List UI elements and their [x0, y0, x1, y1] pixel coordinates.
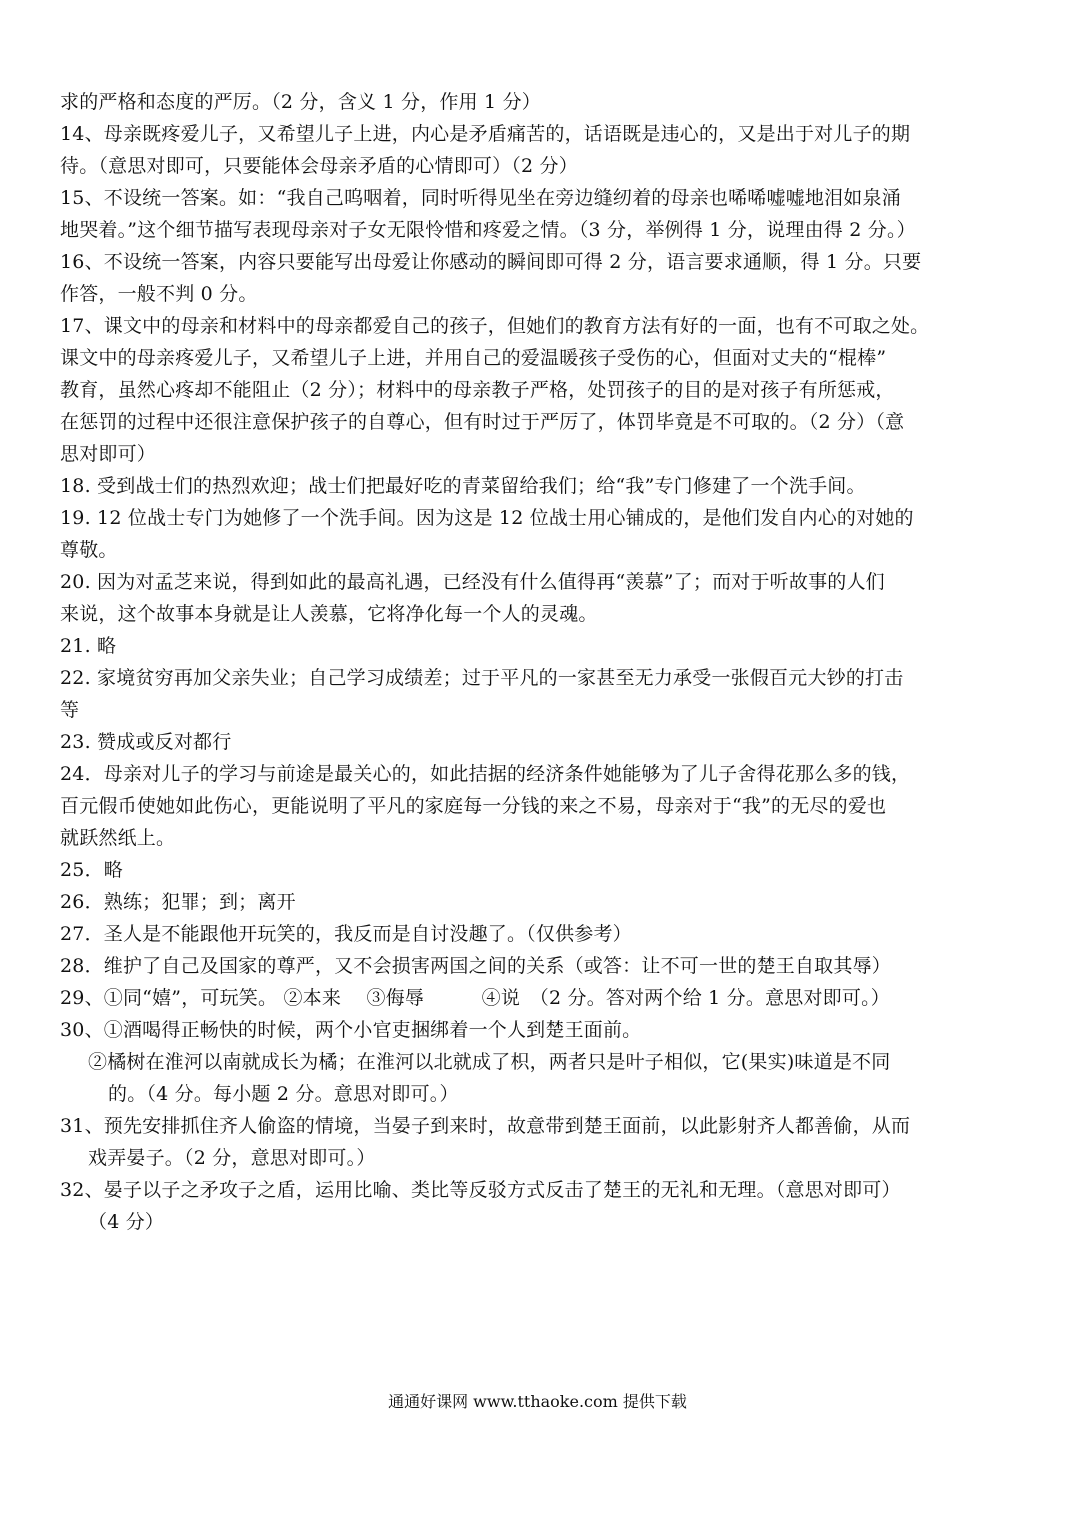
answer-line: 25．略 [60, 859, 123, 881]
answer-line: 19. 12 位战士专门为她修了一个洗手间。因为这是 12 位战士用心铺成的，是他们发自内心的对她的 [60, 507, 914, 529]
answer-line: 的。（4 分。每小题 2 分。意思对即可。） [108, 1083, 459, 1105]
answer-line: 15、不设统一答案。如：“我自己呜咽着，同时听得见坐在旁边缝纫着的母亲也唏唏嘘嘘地泪如泉涌 [60, 187, 901, 209]
answer-line: 尊敬。 [60, 539, 118, 561]
answer-line: 28．维护了自己及国家的尊严，又不会损害两国之间的关系（或答：让不可一世的楚王自取其辱） [60, 955, 891, 977]
answer-line: 23. 赞成或反对都行 [60, 731, 232, 753]
answer-line: ②橘树在淮河以南就成长为橘；在淮河以北就成了枳，两者只是叶子相似，它(果实)味道是不同 [88, 1051, 891, 1073]
answer-line: 21. 略 [60, 635, 117, 657]
answer-line: 31、预先安排抓住齐人偷盗的情境，当晏子到来时，故意带到楚王面前，以此影射齐人都善偷，从而 [60, 1115, 911, 1137]
answer-line: 在惩罚的过程中还很注意保护孩子的自尊心，但有时过于严厉了，体罚毕竟是不可取的。（2 分）（意 [60, 411, 905, 433]
answer-line: 27．圣人是不能跟他开玩笑的，我反而是自讨没趣了。（仅供参考） [60, 923, 632, 945]
answer-line: 24．母亲对儿子的学习与前途是最关心的，如此拮据的经济条件她能够为了儿子舍得花那么多的钱， [60, 763, 911, 785]
answer-line: 22. 家境贫穷再加父亲失业；自己学习成绩差；过于平凡的一家甚至无力承受一张假百元大钞的打击 [60, 667, 904, 689]
answer-line: 就跃然纸上。 [60, 827, 176, 849]
answer-line: 29、①同“嬉”，可玩笑。 ②本来 ③侮辱 ④说 （2 分。答对两个给 1 分。意思对即可。） [60, 987, 890, 1009]
answer-line: 百元假币使她如此伤心，更能说明了平凡的家庭每一分钱的来之不易，母亲对于“我”的无尽的爱也 [60, 795, 887, 817]
answer-line: 地哭着。”这个细节描写表现母亲对子女无限怜惜和疼爱之情。（3 分，举例得 1 分，说理由得 2 分。） [60, 219, 916, 241]
answer-line: 等 [60, 699, 80, 721]
answer-line: 思对即可） [60, 443, 157, 465]
answer-line: 待。（意思对即可，只要能体会母亲矛盾的心情即可）（2 分） [60, 155, 578, 177]
answer-key-body [60, 86, 1020, 1238]
answer-line: 30、①酒喝得正畅快的时候，两个小官吏捆绑着一个人到楚王面前。 [60, 1019, 642, 1041]
answer-line: 16、不设统一答案，内容只要能写出母爱让你感动的瞬间即可得 2 分，语言要求通顺，得 1 分。只要 [60, 251, 922, 273]
answer-line: 14、母亲既疼爱儿子，又希望儿子上进，内心是矛盾痛苦的，话语既是违心的，又是出于对儿子的期 [60, 123, 911, 145]
answer-line: （4 分） [88, 1211, 165, 1233]
answer-line: 17、课文中的母亲和材料中的母亲都爱自己的孩子，但她们的教育方法有好的一面，也有不可取之处。 [60, 315, 930, 337]
answer-line: 教育，虽然心疼却不能阻止（2 分）；材料中的母亲教子严格，处罚孩子的目的是对孩子有所惩戒， [60, 379, 895, 401]
answer-line: 作答，一般不判 0 分。 [60, 283, 258, 305]
answer-line: 20. 因为对孟芝来说，得到如此的最高礼遇，已经没有什么值得再“羡慕”了；而对于听故事的人们 [60, 571, 885, 593]
answer-line: 来说，这个故事本身就是让人羡慕，它将净化每一个人的灵魂。 [60, 603, 598, 625]
answer-line: 戏弄晏子。（2 分，意思对即可。） [88, 1147, 376, 1169]
answer-line: 求的严格和态度的严厉。（2 分，含义 1 分，作用 1 分） [60, 91, 541, 113]
answer-line: 32、晏子以子之矛攻子之盾，运用比喻、类比等反驳方式反击了楚王的无礼和无理。（意思对即可） [60, 1179, 901, 1201]
answer-line: 26．熟练；犯罪；到；离开 [60, 891, 296, 913]
answer-line: 课文中的母亲疼爱儿子，又希望儿子上进，并用自己的爱温暖孩子受伤的心，但面对丈夫的“棍棒” [60, 347, 887, 369]
answer-line: 18. 受到战士们的热烈欢迎；战士们把最好吃的青菜留给我们；给“我”专门修建了一个洗手间。 [60, 475, 866, 497]
page-footer: 通通好课网 www.tthaoke.com 提供下载 [388, 1392, 687, 1411]
